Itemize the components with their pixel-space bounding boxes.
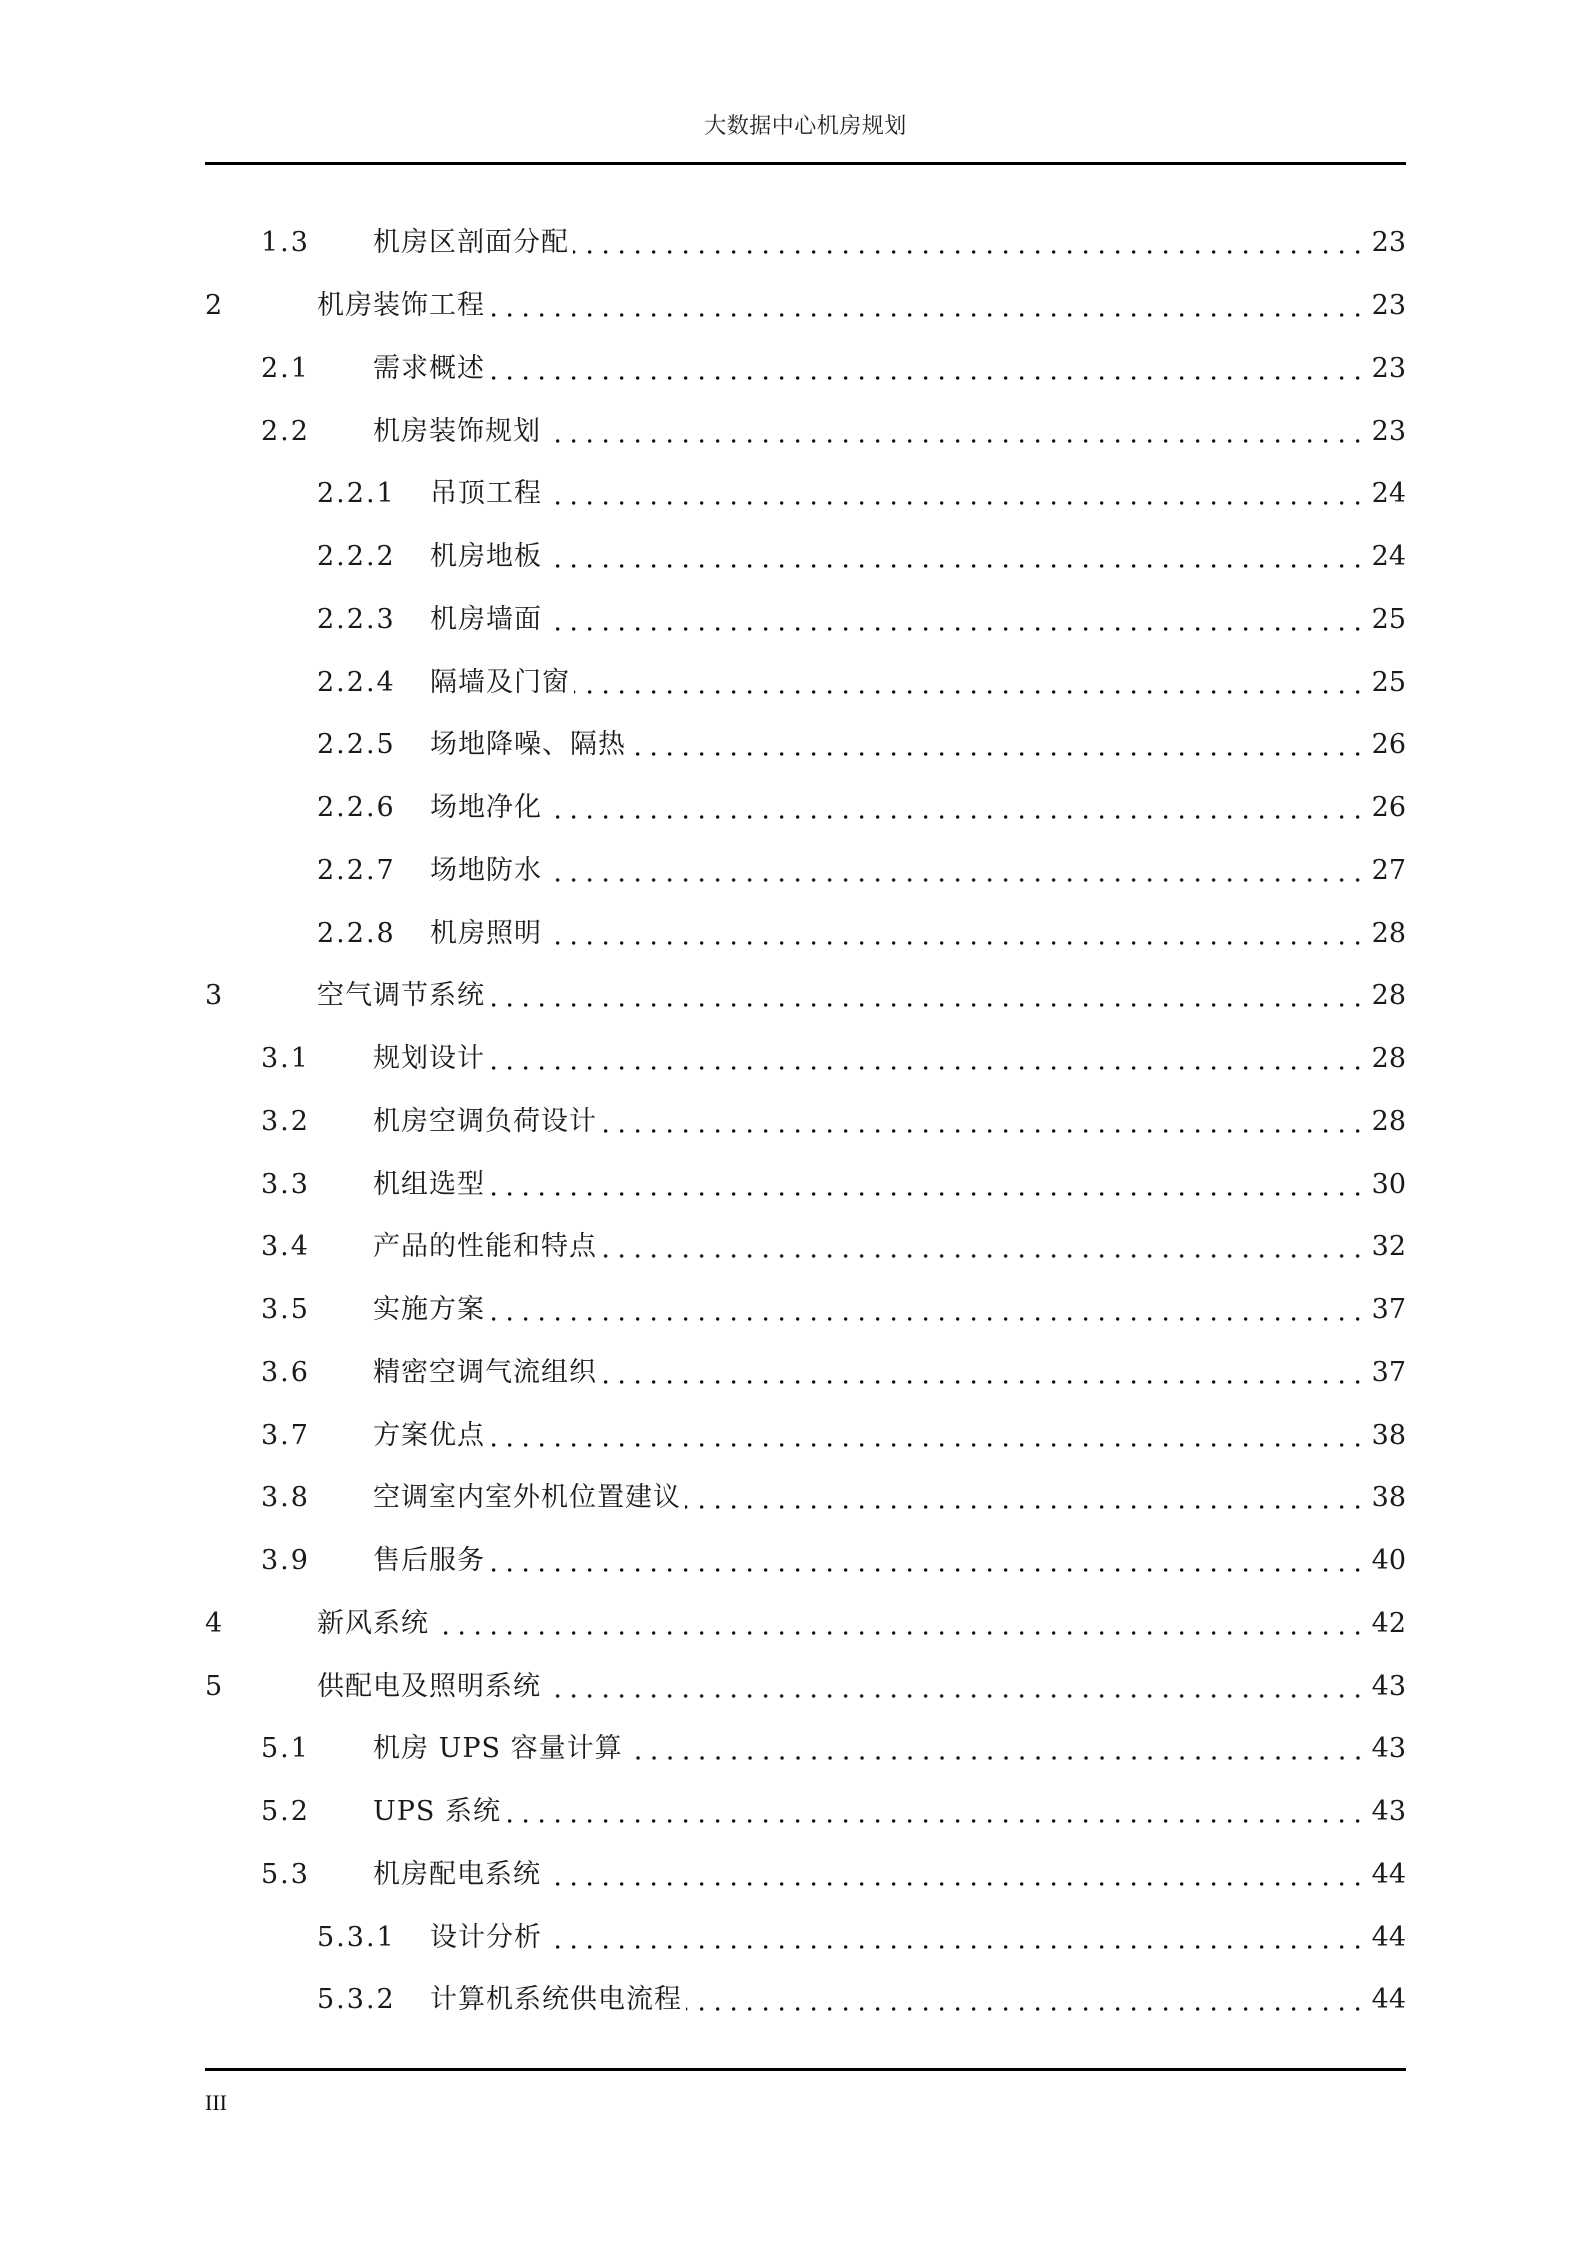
toc-entry-number: 2.2.8 (317, 918, 396, 949)
dot-leader (546, 851, 1366, 891)
toc-entry-page: 24 (1371, 478, 1406, 509)
toc-entry[interactable] (261, 1353, 1406, 1393)
dot-leader (546, 600, 1366, 640)
page-number: III (205, 2090, 227, 2115)
toc-entry-page: 23 (1371, 353, 1406, 384)
toc-entry[interactable] (317, 788, 1406, 828)
toc-entry-title: 规划设计 (373, 1043, 485, 1074)
dot-leader (545, 1855, 1366, 1895)
toc-entry-title: 空调室内室外机位置建议 (373, 1482, 681, 1513)
toc-entry-title: 设计分析 (430, 1922, 542, 1953)
dot-leader (601, 1102, 1366, 1142)
toc-entry-title: 隔墙及门窗 (430, 667, 570, 698)
toc-entry-number: 3.2 (261, 1106, 310, 1137)
toc-entry-page: 44 (1371, 1922, 1406, 1953)
toc-entry-title: 需求概述 (373, 353, 485, 384)
dot-leader (546, 537, 1366, 577)
toc-entry-number: 5.2 (261, 1796, 310, 1827)
toc-entry-title: 场地降噪、隔热 (430, 729, 626, 760)
toc-entry[interactable] (317, 914, 1406, 954)
dot-leader (489, 286, 1366, 326)
toc-entry[interactable] (205, 1604, 1406, 1644)
toc-entry[interactable] (261, 1478, 1406, 1518)
toc-entry-title: 计算机系统供电流程 (430, 1984, 682, 2015)
toc-entry-number: 2.2.6 (317, 792, 396, 823)
toc-entry-title: 吊顶工程 (430, 478, 542, 509)
toc-entry-title: 新风系统 (317, 1608, 429, 1639)
dot-leader (505, 1792, 1366, 1832)
header-rule (205, 162, 1406, 165)
toc-entry-number: 4 (205, 1608, 225, 1639)
toc-entry-page: 30 (1371, 1169, 1406, 1200)
toc-entry[interactable] (261, 1165, 1406, 1205)
toc-entry-number: 2.1 (261, 353, 310, 384)
dot-leader (627, 1729, 1366, 1769)
toc-entry[interactable] (261, 1729, 1406, 1769)
toc-entry-title: 实施方案 (373, 1294, 485, 1325)
toc-entry-number: 2.2.4 (317, 667, 396, 698)
toc-entry-number: 3.6 (261, 1357, 310, 1388)
toc-entry-number: 5.3 (261, 1859, 310, 1890)
toc-entry-title: 供配电及照明系统 (317, 1671, 541, 1702)
toc-entry-number: 3.7 (261, 1420, 310, 1451)
toc-entry-title: 场地防水 (430, 855, 542, 886)
toc-entry-title: 机房装饰规划 (373, 416, 541, 447)
dot-leader (545, 1667, 1366, 1707)
toc-entry-page: 25 (1371, 604, 1406, 635)
toc-entry-page: 26 (1371, 729, 1406, 760)
toc-entry-title: 机房照明 (430, 918, 542, 949)
toc-entry-page: 37 (1371, 1294, 1406, 1325)
toc-entry-title: 空气调节系统 (317, 980, 485, 1011)
dot-leader (573, 223, 1366, 263)
dot-leader (489, 976, 1366, 1016)
toc-entry[interactable] (317, 851, 1406, 891)
toc-entry-page: 23 (1371, 416, 1406, 447)
dot-leader (574, 663, 1366, 703)
running-header-title: 大数据中心机房规划 (704, 114, 907, 139)
toc-entry-page: 28 (1371, 918, 1406, 949)
toc-entry-title: 机房地板 (430, 541, 542, 572)
toc-entry[interactable] (317, 725, 1406, 765)
dot-leader (546, 474, 1366, 514)
toc-entry-page: 42 (1371, 1608, 1406, 1639)
toc-entry-page: 37 (1371, 1357, 1406, 1388)
toc-entry-number: 3.5 (261, 1294, 310, 1325)
toc-entry[interactable] (205, 286, 1406, 326)
toc-entry[interactable] (205, 976, 1406, 1016)
toc-entry-number: 5 (205, 1671, 225, 1702)
toc-entry-number: 3.9 (261, 1545, 310, 1576)
toc-entry-number: 2 (205, 290, 225, 321)
toc-entry-title: 精密空调气流组织 (373, 1357, 597, 1388)
toc-entry[interactable] (261, 1227, 1406, 1267)
toc-entry[interactable] (205, 1667, 1406, 1707)
toc-entry-page: 44 (1371, 1984, 1406, 2015)
toc-entry-number: 3.4 (261, 1231, 310, 1262)
toc-entry-title: 机房配电系统 (373, 1859, 541, 1890)
toc-entry-number: 3.1 (261, 1043, 310, 1074)
toc-entry-page: 43 (1371, 1796, 1406, 1827)
dot-leader (433, 1604, 1366, 1644)
toc-entry[interactable] (261, 349, 1406, 389)
dot-leader (685, 1478, 1366, 1518)
toc-entry[interactable] (317, 474, 1406, 514)
toc-entry-title: 方案优点 (373, 1420, 485, 1451)
toc-entry-page: 43 (1371, 1733, 1406, 1764)
toc-entry[interactable] (261, 1290, 1406, 1330)
toc-entry-page: 44 (1371, 1859, 1406, 1890)
toc-entry-number: 3.3 (261, 1169, 310, 1200)
toc-entry-number: 2.2.5 (317, 729, 396, 760)
toc-entry[interactable] (317, 1980, 1406, 2020)
toc-entry-page: 28 (1371, 1043, 1406, 1074)
toc-entry-page: 28 (1371, 1106, 1406, 1137)
toc-entry-title: 机房装饰工程 (317, 290, 485, 321)
toc-entry-number: 2.2.3 (317, 604, 396, 635)
toc-entry-page: 25 (1371, 667, 1406, 698)
toc-entry-page: 38 (1371, 1482, 1406, 1513)
toc-entry[interactable] (261, 1855, 1406, 1895)
toc-entry[interactable] (261, 1416, 1406, 1456)
toc-entry-page: 43 (1371, 1671, 1406, 1702)
toc-entry-number: 1.3 (261, 227, 310, 258)
toc-entry-number: 5.1 (261, 1733, 310, 1764)
toc-entry-page: 26 (1371, 792, 1406, 823)
dot-leader (601, 1227, 1366, 1267)
toc-entry[interactable] (317, 600, 1406, 640)
dot-leader (630, 725, 1366, 765)
dot-leader (546, 1918, 1366, 1958)
toc-entry-number: 3 (205, 980, 225, 1011)
toc-entry-number: 5.3.1 (317, 1922, 396, 1953)
toc-entry-title: 机房区剖面分配 (373, 227, 569, 258)
toc-entry-title: 机组选型 (373, 1169, 485, 1200)
toc-entry-title: UPS 系统 (373, 1796, 502, 1827)
toc-entry-page: 24 (1371, 541, 1406, 572)
footer-rule (205, 2068, 1406, 2071)
toc-entry-page: 38 (1371, 1420, 1406, 1451)
toc-entry-page: 23 (1371, 290, 1406, 321)
toc-entry-page: 27 (1371, 855, 1406, 886)
toc-entry-page: 40 (1371, 1545, 1406, 1576)
toc-entry-number: 3.8 (261, 1482, 310, 1513)
toc-entry[interactable] (261, 1039, 1406, 1079)
toc-entry-title: 机房墙面 (430, 604, 542, 635)
dot-leader (489, 1290, 1366, 1330)
dot-leader (545, 412, 1366, 452)
toc-entry-number: 2.2.1 (317, 478, 396, 509)
toc-entry-title: 机房空调负荷设计 (373, 1106, 597, 1137)
toc-entry-title: 场地净化 (430, 792, 542, 823)
toc-entry[interactable] (261, 1102, 1406, 1142)
toc-entry-number: 2.2 (261, 416, 310, 447)
dot-leader (546, 914, 1366, 954)
toc-entry-title: 机房 UPS 容量计算 (373, 1733, 623, 1764)
dot-leader (489, 349, 1366, 389)
toc-entry-page: 32 (1371, 1231, 1406, 1262)
toc-entry[interactable] (317, 1918, 1406, 1958)
toc-entry-title: 售后服务 (373, 1545, 485, 1576)
dot-leader (546, 788, 1366, 828)
dot-leader (489, 1541, 1366, 1581)
toc-entry[interactable] (261, 412, 1406, 452)
toc-entry[interactable] (261, 1792, 1406, 1832)
dot-leader (686, 1980, 1366, 2020)
toc-entry[interactable] (261, 223, 1406, 263)
toc-entry[interactable] (317, 537, 1406, 577)
dot-leader (489, 1416, 1366, 1456)
dot-leader (601, 1353, 1366, 1393)
dot-leader (489, 1039, 1366, 1079)
toc-entry[interactable] (261, 1541, 1406, 1581)
toc-entry-number: 2.2.7 (317, 855, 396, 886)
toc-entry[interactable] (317, 663, 1406, 703)
toc-entry-number: 2.2.2 (317, 541, 396, 572)
toc-entry-number: 5.3.2 (317, 1984, 396, 2015)
toc-entry-page: 23 (1371, 227, 1406, 258)
toc-entry-title: 产品的性能和特点 (373, 1231, 597, 1262)
toc-entry-page: 28 (1371, 980, 1406, 1011)
dot-leader (489, 1165, 1366, 1205)
